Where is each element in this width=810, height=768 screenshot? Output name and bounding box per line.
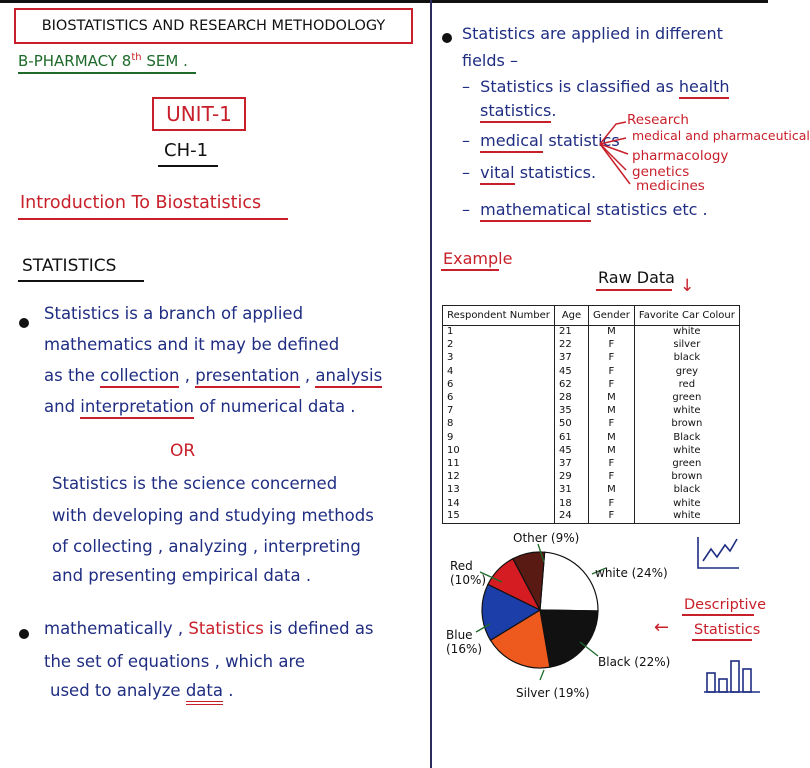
table-header-row [443,306,740,326]
table-cell: red [634,378,739,391]
table-cell: 14 [443,497,555,510]
page-title [14,8,413,44]
raw-data-table [442,305,740,524]
table-cell: brown [634,418,739,431]
table-cell: 22 [555,339,589,352]
course-underline [18,72,196,74]
table-cell: 37 [555,352,589,365]
table-cell: 8 [443,418,555,431]
table-row [443,326,740,339]
branch-medical-pharmaceutical: medical and pharmaceutical [632,128,810,143]
term-vital: vital [480,163,514,185]
top-border [0,0,768,3]
descriptive-arrow-icon: ← [654,617,670,638]
bullet-dot [19,629,29,639]
table-row [443,457,740,470]
table-row [443,471,740,484]
example-underline [441,269,499,271]
course-label: B-PHARMACY 8th SEM . [18,52,188,70]
raw-data-label: Raw Data [598,268,675,287]
bullet-dot [442,33,452,43]
pie-label-red: Red (10%) [450,559,487,587]
column-header: Favorite Car Colour [634,306,739,326]
table-cell: black [634,352,739,365]
definition1-line2: mathematics and it may be defined [44,335,340,354]
table-body [443,326,740,524]
column-header: Respondent Number [443,306,555,326]
definition3-line1: mathematically , Statistics is defined as [44,619,374,638]
table-cell: F [589,365,635,378]
table-cell: M [589,484,635,497]
column-header: Gender [589,306,635,326]
pie-label-other: Other (9%) [513,531,580,545]
table-cell: white [634,444,739,457]
definition3-line2: the set of equations , which are [44,652,306,671]
term-collection: collection [100,366,179,388]
table-row [443,497,740,510]
column-divider [430,0,432,768]
definition2-line1: Statistics is the science concerned [52,474,338,493]
line-graph-icon [695,535,741,571]
bar-graph-icon [702,655,762,695]
term-presentation: presentation [195,366,299,388]
table-row [443,431,740,444]
branch-pharmacology: pharmacology [632,148,729,164]
table-cell: M [589,431,635,444]
table-cell: 11 [443,457,555,470]
branch-genetics: genetics [632,164,690,180]
table-cell: 3 [443,352,555,365]
table-row [443,391,740,404]
table-cell: 29 [555,471,589,484]
table-cell: 21 [555,326,589,339]
term-medical: medical [480,131,543,153]
table-cell: white [634,405,739,418]
pie-label-silver: Silver (19%) [516,686,590,700]
definition1-line4: and interpretation of numerical data . [44,397,356,416]
intro-underline [18,218,288,220]
table-cell: M [589,444,635,457]
example-label: Example [443,249,513,268]
definition1-line1: Statistics is a branch of applied [44,304,304,323]
table-cell: 31 [555,484,589,497]
table-cell: F [589,352,635,365]
table-cell: 15 [443,510,555,523]
or-separator: OR [170,441,196,461]
term-health: health [679,77,730,99]
table-cell: 4 [443,365,555,378]
table-cell: M [589,405,635,418]
descriptive-underline [682,614,754,616]
fields-intro-line2: fields – [462,51,518,70]
table-cell: M [589,326,635,339]
table-cell: Black [634,431,739,444]
table-cell: 13 [443,484,555,497]
table-cell: F [589,378,635,391]
table-cell: brown [634,471,739,484]
statistics-heading: STATISTICS [22,256,117,276]
table-cell: grey [634,365,739,378]
table-cell: 45 [555,365,589,378]
pie-label-pointers [440,530,670,700]
term-analysis: analysis [315,366,382,388]
table-cell: F [589,497,635,510]
table-cell: white [634,510,739,523]
table-cell: green [634,391,739,404]
branch-medicines: medicines [636,178,705,194]
table-cell: F [589,510,635,523]
definition3-line3: used to analyze data . [50,681,234,700]
table-cell: M [589,391,635,404]
definition2-line3: of collecting , analyzing , interpreting [52,537,361,556]
bullet-dot [19,318,29,328]
table-cell: silver [634,339,739,352]
table-cell: 2 [443,339,555,352]
term-statistics: Statistics [188,619,264,638]
table-row [443,444,740,457]
chapter-label: CH-1 [164,140,209,161]
table-cell: 61 [555,431,589,444]
table-cell: 62 [555,378,589,391]
definition1-line3: as the collection , presentation , analysis [44,366,382,385]
table-cell: green [634,457,739,470]
table-cell: black [634,484,739,497]
table-row [443,418,740,431]
table-row [443,352,740,365]
pie-label-white: white (24%) [595,566,668,580]
table-cell: F [589,418,635,431]
intro-heading: Introduction To Biostatistics [20,193,262,213]
term-mathematical: mathematical [480,200,591,222]
table-cell: 9 [443,431,555,444]
table-cell: 28 [555,391,589,404]
table-cell: 18 [555,497,589,510]
table-row [443,339,740,352]
chapter-underline [158,165,218,167]
table-cell: 50 [555,418,589,431]
medical-branch-brace [596,118,636,198]
table-cell: F [589,339,635,352]
table-cell: 35 [555,405,589,418]
table-cell: 1 [443,326,555,339]
field-vital: – vital statistics. [462,163,596,182]
fields-intro-line1: Statistics are applied in different [462,24,723,43]
table-cell: white [634,326,739,339]
table-cell: white [634,497,739,510]
definition2-line4: and presenting empirical data . [52,566,312,585]
table-cell: 37 [555,457,589,470]
table-row [443,365,740,378]
definition2-line2: with developing and studying methods [52,506,374,525]
table-row [443,378,740,391]
field-medical: – medical statistics [462,131,620,150]
table-cell: 6 [443,378,555,391]
descriptive-statistics-label: Descriptive Statistics [684,597,767,638]
branch-research: Research [627,112,689,128]
column-header: Age [555,306,589,326]
table-cell: 7 [443,405,555,418]
term-data: data [186,681,223,705]
table-cell: F [589,457,635,470]
pie-label-blue: Blue (16%) [446,628,483,656]
table-cell: 6 [443,391,555,404]
table-cell: 24 [555,510,589,523]
statistics-underline [18,280,144,282]
term-interpretation: interpretation [80,397,194,419]
field-health-line1: – Statistics is classified as health [462,77,729,96]
unit-label: UNIT-1 [152,97,246,131]
pie-label-black: Black (22%) [598,655,671,669]
statistics-underline-2 [692,639,752,641]
table-row [443,484,740,497]
table-cell: 45 [555,444,589,457]
table-cell: F [589,471,635,484]
field-health-line2: statistics. [480,101,556,120]
raw-data-arrow-icon: ↓ [680,276,695,296]
raw-data-underline [596,289,672,291]
page-title-text: BIOSTATISTICS AND RESEARCH METHODOLOGY [41,18,386,34]
table-row [443,510,740,523]
table-cell: 10 [443,444,555,457]
table-cell: 12 [443,471,555,484]
field-mathematical: – mathematical statistics etc . [462,200,708,219]
table-row [443,405,740,418]
